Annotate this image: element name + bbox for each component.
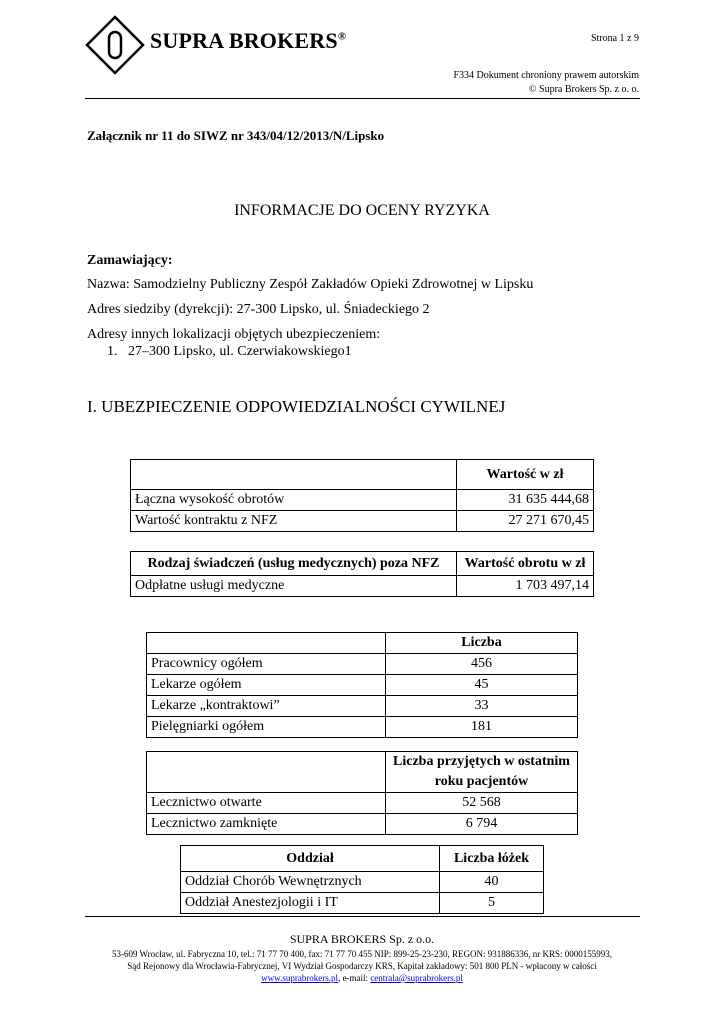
staff-row-value: 181 bbox=[386, 717, 578, 738]
patients-row-label: Lecznictwo zamknięte bbox=[147, 814, 386, 835]
institution-name: Nazwa: Samodzielny Publiczny Zespół Zakładów Opieki Zdrowotnej w Lipsku bbox=[87, 277, 534, 292]
footer-divider bbox=[85, 916, 640, 917]
services-row-value: 1 703 497,14 bbox=[457, 576, 594, 597]
patients-header-line-2: roku pacjentów bbox=[434, 774, 529, 789]
staff-row-value: 456 bbox=[386, 654, 578, 675]
table-row bbox=[147, 696, 578, 717]
revenue-table-empty-header bbox=[131, 460, 457, 490]
table-row bbox=[147, 793, 578, 814]
table-row bbox=[131, 511, 594, 532]
footer-address-line: 53-609 Wrocław, ul. Fabryczna 10, tel.: 71 77 70 400, fax: 71 77 70 455 NIP: 899-25-23-230, REGON: 931886336, nr KRS: 0000155993, bbox=[111, 949, 613, 959]
company-logo-icon bbox=[85, 15, 145, 75]
section-title: I. UBEZPIECZENIE ODPOWIEDZIALNOŚCI CYWILNEJ bbox=[87, 397, 506, 416]
table-row bbox=[147, 675, 578, 696]
registered-mark: ® bbox=[337, 30, 347, 43]
patients-row-value: 52 568 bbox=[386, 793, 578, 814]
footer-court-line: Sąd Rejonowy dla Wrocławia-Fabrycznej, VI Wydział Gospodarczy KRS, Kapitał zakładowy: 501 800 PLN - wpłacony w całości bbox=[127, 961, 597, 971]
patients-table bbox=[146, 751, 578, 835]
table-row bbox=[131, 490, 594, 511]
services-row-label: Odpłatne usługi medyczne bbox=[131, 576, 457, 597]
table-row bbox=[181, 893, 544, 914]
copyright-notice bbox=[453, 69, 639, 97]
ward-row-value: 40 bbox=[440, 872, 544, 893]
website-link[interactable]: www.suprabrokers.pl bbox=[261, 973, 339, 983]
revenue-row-label: Łączna wysokość obrotów bbox=[131, 490, 457, 511]
revenue-row-label: Wartość kontraktu z NFZ bbox=[131, 511, 457, 532]
copyright-line-1: F334 Dokument chroniony prawem autorskim bbox=[453, 70, 639, 81]
ward-row-value: 5 bbox=[440, 893, 544, 914]
patients-table-empty-header bbox=[147, 752, 386, 793]
page-number: Strona 1 z 9 bbox=[590, 33, 639, 44]
patients-row-value: 6 794 bbox=[386, 814, 578, 835]
services-type-header: Rodzaj świadczeń (usług medycznych) poza NFZ bbox=[131, 552, 457, 576]
attachment-reference: Załącznik nr 11 do SIWZ nr 343/04/12/2013/N/Lipsko bbox=[87, 128, 385, 143]
staff-row-label: Lekarze ogółem bbox=[147, 675, 386, 696]
revenue-row-value: 27 271 670,45 bbox=[457, 511, 594, 532]
wards-table bbox=[180, 845, 544, 914]
footer-contact-line bbox=[0, 972, 724, 984]
staff-row-label: Lekarze „kontraktowi” bbox=[147, 696, 386, 717]
header-divider bbox=[85, 98, 640, 99]
institution-address: Adres siedziby (dyrekcji): 27-300 Lipsko, ul. Śniadeckiego 2 bbox=[87, 302, 430, 317]
staff-row-label: Pielęgniarki ogółem bbox=[147, 717, 386, 738]
footer-company-name: SUPRA BROKERS Sp. z o.o. bbox=[289, 932, 435, 946]
revenue-row-value: 31 635 444,68 bbox=[457, 490, 594, 511]
staff-table bbox=[146, 632, 578, 738]
copyright-line-2: © Supra Brokers Sp. z o. o. bbox=[528, 84, 639, 95]
ward-row-label: Oddział Anestezjologii i IT bbox=[181, 893, 440, 914]
staff-table-empty-header bbox=[147, 633, 386, 654]
staff-row-value: 45 bbox=[386, 675, 578, 696]
document-title: INFORMACJE DO OCENY RYZYKA bbox=[234, 202, 490, 219]
patients-header-line-1: Liczba przyjętych w ostatnim bbox=[393, 754, 570, 769]
ward-row-label: Oddział Chorób Wewnętrznych bbox=[181, 872, 440, 893]
staff-count-header: Liczba bbox=[386, 633, 578, 654]
table-row bbox=[181, 872, 544, 893]
ward-name-header: Oddział bbox=[181, 846, 440, 872]
table-row bbox=[147, 654, 578, 675]
patients-count-header bbox=[386, 752, 578, 793]
table-row bbox=[147, 717, 578, 738]
staff-row-value: 33 bbox=[386, 696, 578, 717]
revenue-table-value-header: Wartość w zł bbox=[457, 460, 594, 490]
services-value-header: Wartość obrotu w zł bbox=[457, 552, 594, 576]
other-locations-label: Adresy innych lokalizacji objętych ubezpieczeniem: bbox=[87, 327, 381, 342]
ward-beds-header: Liczba łóżek bbox=[440, 846, 544, 872]
email-label: , e-mail: bbox=[338, 973, 371, 983]
table-row bbox=[131, 576, 594, 597]
company-logo-text: SUPRA BROKERS® bbox=[150, 28, 347, 53]
staff-row-label: Pracownicy ogółem bbox=[147, 654, 386, 675]
table-row bbox=[147, 814, 578, 835]
services-table bbox=[130, 551, 594, 597]
patients-row-label: Lecznictwo otwarte bbox=[147, 793, 386, 814]
email-link[interactable]: centrala@suprabrokers.pl bbox=[370, 973, 463, 983]
location-item: 1. 27–300 Lipsko, ul. Czerwiakowskiego1 bbox=[107, 344, 352, 359]
ordering-party-label: Zamawiający: bbox=[87, 253, 173, 268]
revenue-table bbox=[130, 459, 594, 532]
